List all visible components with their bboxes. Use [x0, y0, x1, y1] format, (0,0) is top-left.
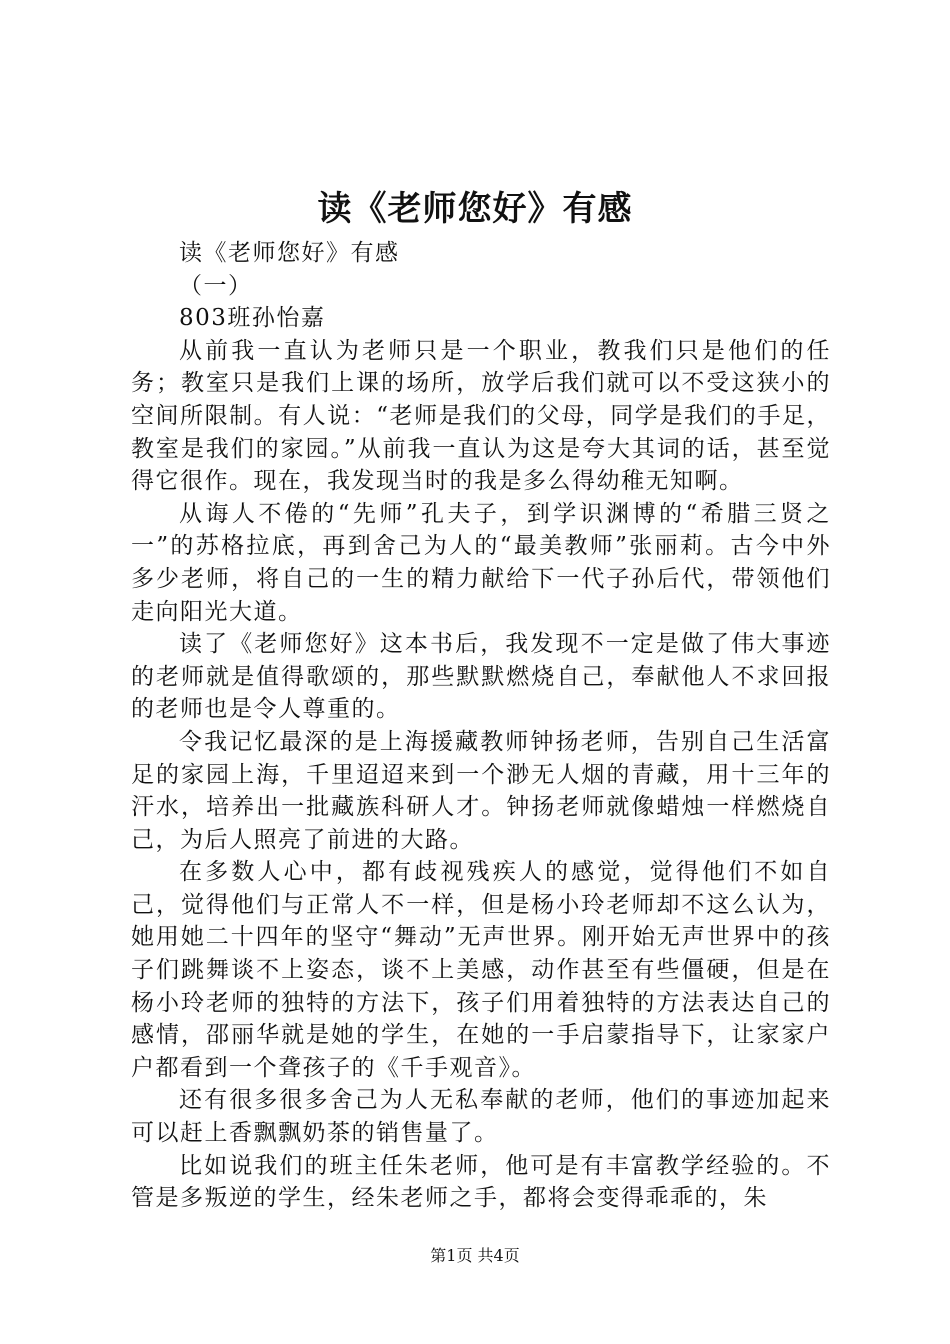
paragraph-6: 还有很多很多舍己为人无私奉献的老师，他们的事迹加起来可以赶上香飘飘奶茶的销售量了。 — [131, 1087, 831, 1147]
document-body — [131, 237, 831, 1215]
paragraph-3: 读了《老师您好》这本书后，我发现不一定是做了伟大事迹的老师就是值得歌颂的，那些默默燃烧自己，奉献他人不求回报的老师也是令人尊重的。 — [131, 631, 831, 723]
section-label: （一） — [179, 272, 253, 299]
paragraph-5: 在多数人心中，都有歧视残疾人的感觉，觉得他们不如自己，觉得他们与正常人不一样，但是杨小玲老师却不这么认为，她用她二十四年的坚守“舞动”无声世界。刚开始无声世界中的孩子们跳舞谈不上姿态，谈不上美感，动作甚至有些僵硬，但是在杨小玲老师的独特的方法下，孩子们用着独特的方法表达自己的感情，邵丽华就是她的学生，在她的一手启蒙指导下，让家家户户都看到一个聋孩子的《千手观音》。 — [131, 859, 831, 1081]
page-indicator: 第1页 共4页 — [430, 1246, 520, 1265]
paragraph-2: 从诲人不倦的“先师”孔夫子，到学识渊博的“希腊三贤之一”的苏格拉底，再到舍己为人的“最美教师”张丽莉。古今中外多少老师，将自己的一生的精力献给下一代子孙后代，带领他们走向阳光大道。 — [131, 500, 831, 625]
paragraph-7: 比如说我们的班主任朱老师，他可是有丰富教学经验的。不管是多叛逆的学生，经朱老师之手，都将会变得乖乖的，朱 — [131, 1152, 831, 1212]
author-line: 803班孙怡嘉 — [179, 305, 326, 332]
subtitle: 读《老师您好》有感 — [179, 240, 400, 266]
paragraph-1: 从前我一直认为老师只是一个职业，教我们只是他们的任务；教室只是我们上课的场所，放学后我们就可以不受这狭小的空间所限制。有人说：“老师是我们的父母，同学是我们的手足，教室是我们的家园。”从前我一直认为这是夸大其词的话，甚至觉得它很作。现在，我发现当时的我是多么得幼稚无知啊。 — [131, 337, 831, 495]
paragraph-4: 令我记忆最深的是上海援藏教师钟扬老师，告别自己生活富足的家园上海，千里迢迢来到一个渺无人烟的青藏，用十三年的汗水，培养出一批藏族科研人才。钟扬老师就像蜡烛一样燃烧自己，为后人照亮了前进的大路。 — [131, 728, 831, 853]
document-title: 读《老师您好》有感 — [317, 189, 633, 229]
